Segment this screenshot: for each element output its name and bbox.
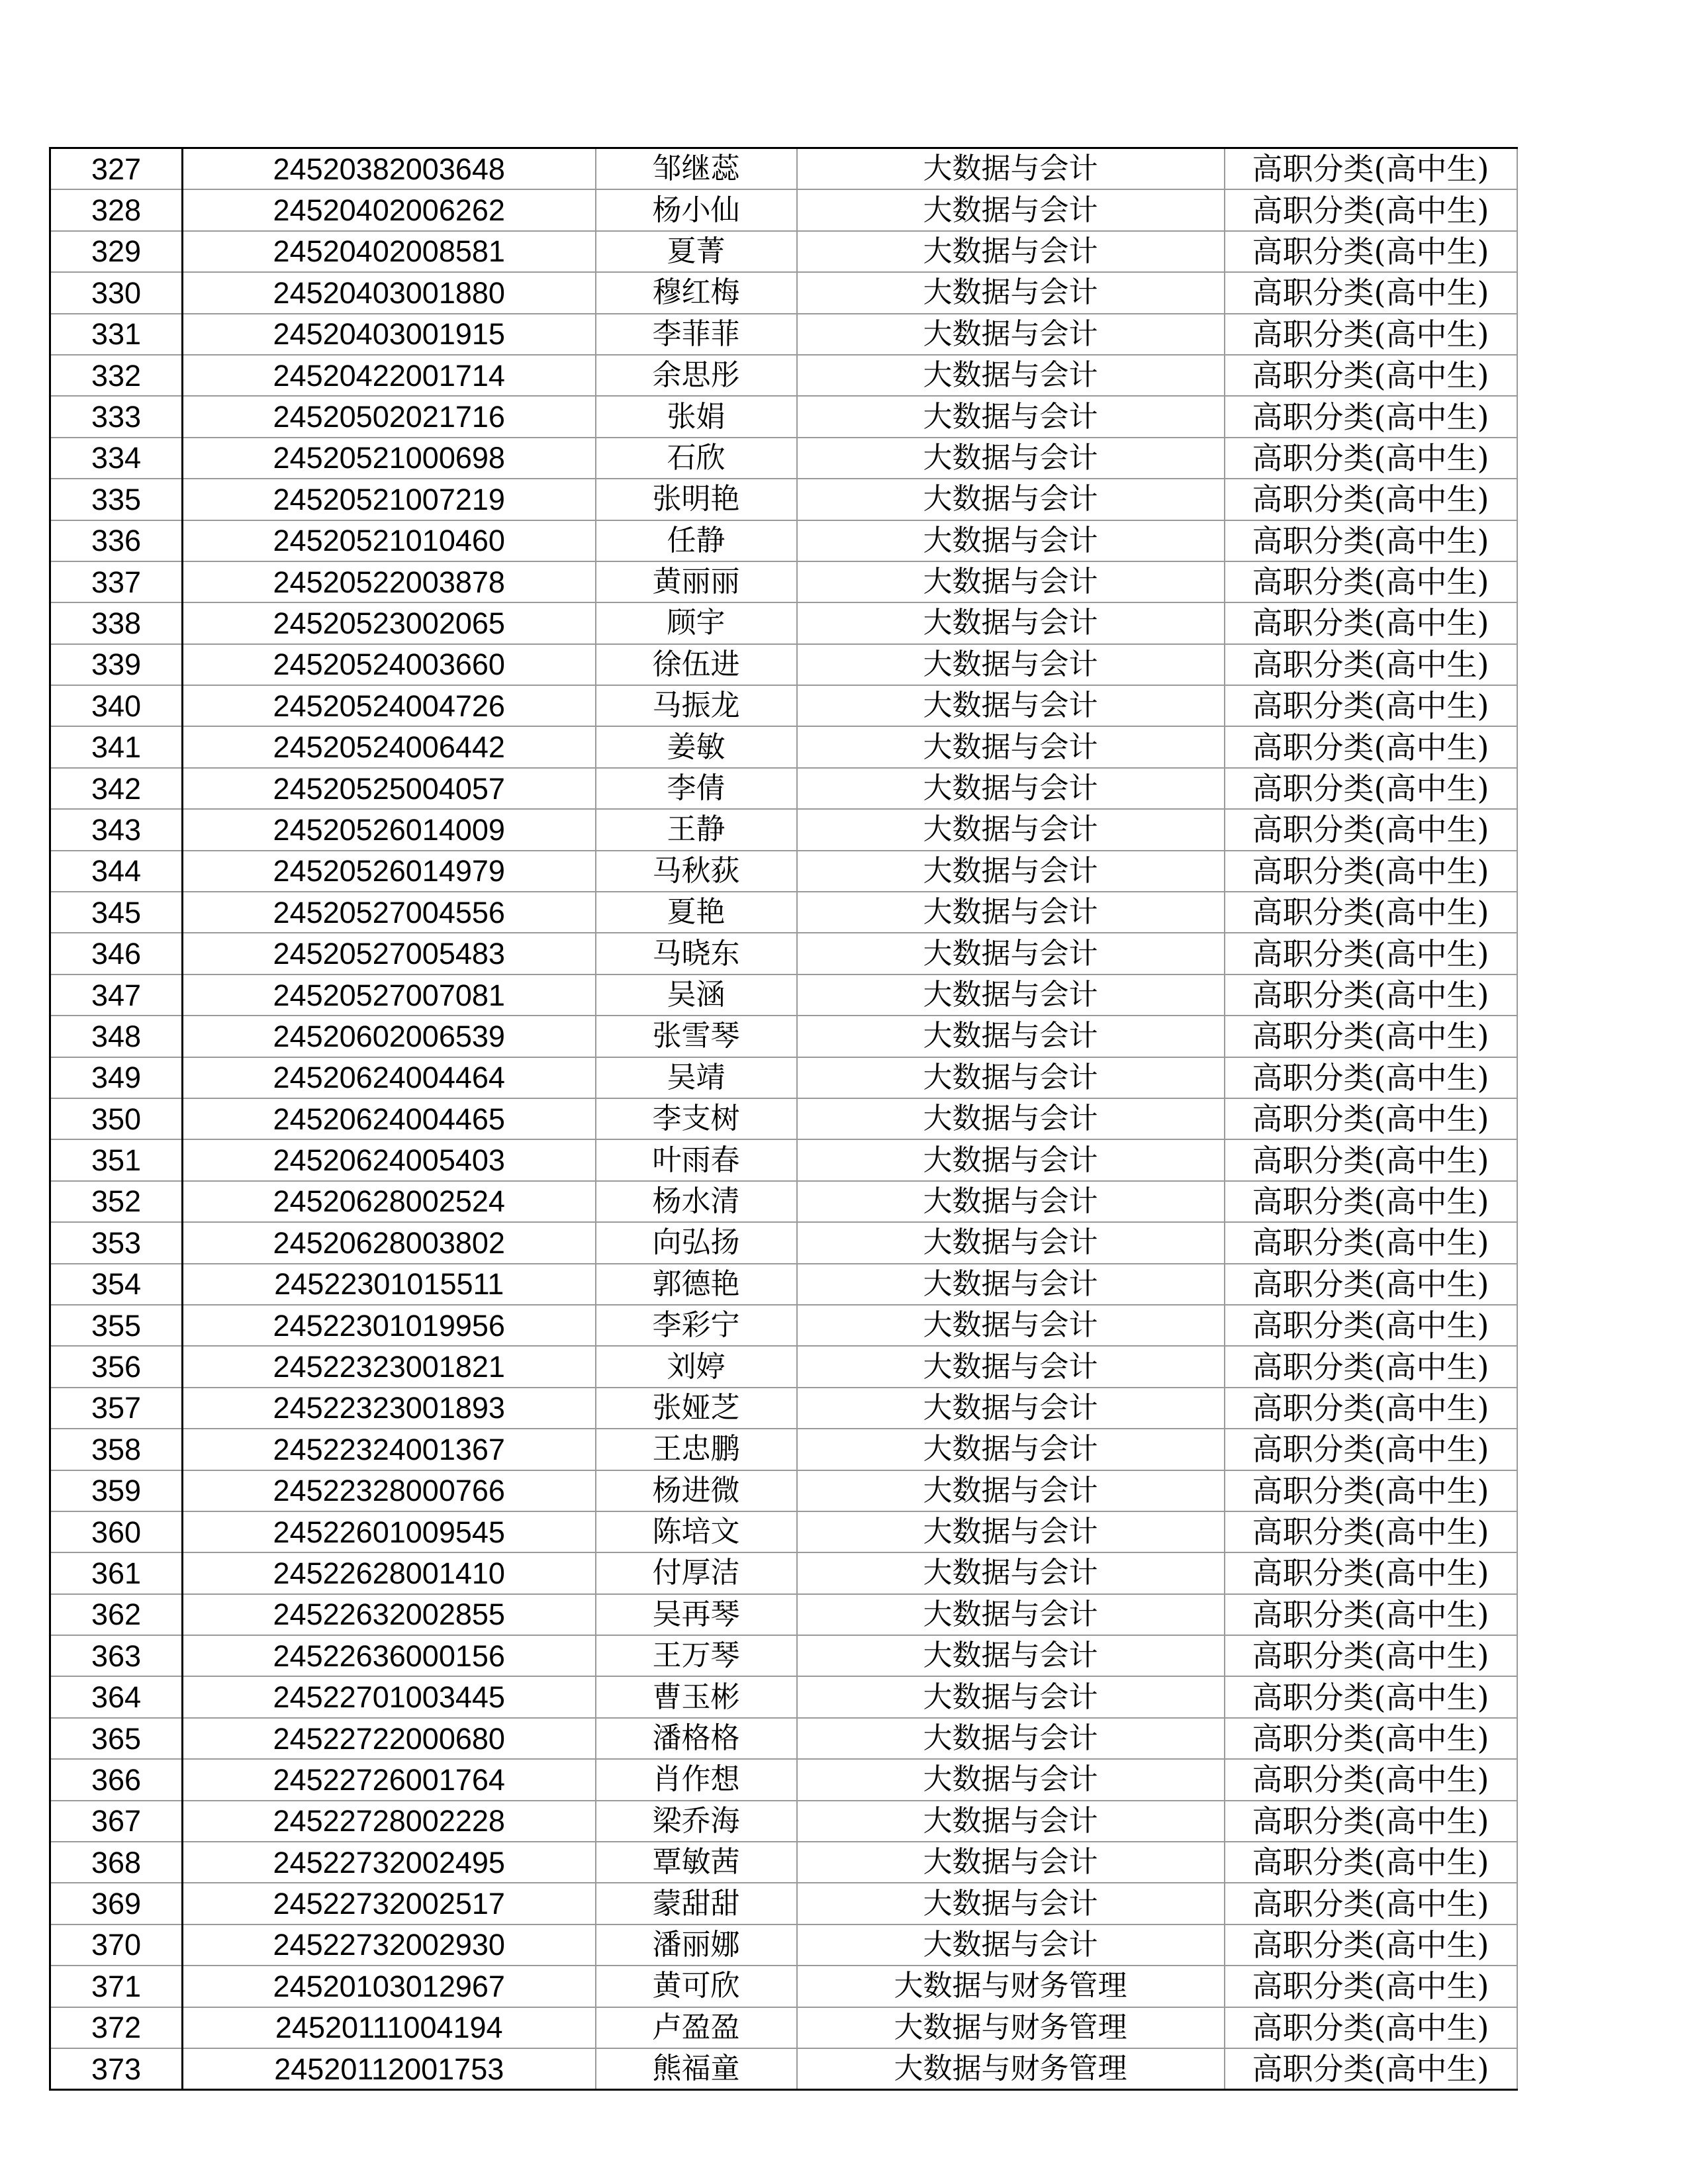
admission-type-cell: 高职分类(高中生) bbox=[1225, 726, 1517, 767]
admission-table bbox=[49, 147, 1518, 2091]
candidate-id-cell: 24520525004057 bbox=[183, 768, 596, 809]
admission-type-cell: 高职分类(高中生) bbox=[1225, 1181, 1517, 1222]
admission-type-cell: 高职分类(高中生) bbox=[1225, 1594, 1517, 1635]
row-number-cell: 339 bbox=[50, 644, 183, 685]
row-number-cell: 343 bbox=[50, 809, 183, 850]
table-row bbox=[50, 1552, 1517, 1593]
major-cell: 大数据与会计 bbox=[797, 1016, 1225, 1057]
admission-type-cell: 高职分类(高中生) bbox=[1225, 355, 1517, 396]
candidate-id-cell: 24520524006442 bbox=[183, 726, 596, 767]
candidate-id-cell: 24522301015511 bbox=[183, 1264, 596, 1305]
row-number-cell: 355 bbox=[50, 1305, 183, 1346]
major-cell: 大数据与会计 bbox=[797, 1676, 1225, 1717]
admission-type-cell: 高职分类(高中生) bbox=[1225, 1346, 1517, 1387]
student-name-cell: 黄丽丽 bbox=[596, 561, 797, 602]
table-row bbox=[50, 272, 1517, 313]
student-name-cell: 马振龙 bbox=[596, 685, 797, 726]
table-row bbox=[50, 685, 1517, 726]
table-row bbox=[50, 768, 1517, 809]
major-cell: 大数据与会计 bbox=[797, 1139, 1225, 1180]
admission-type-cell: 高职分类(高中生) bbox=[1225, 809, 1517, 850]
major-cell: 大数据与会计 bbox=[797, 1057, 1225, 1098]
major-cell: 大数据与会计 bbox=[797, 314, 1225, 355]
student-name-cell: 李倩 bbox=[596, 768, 797, 809]
table-row bbox=[50, 520, 1517, 561]
row-number-cell: 340 bbox=[50, 685, 183, 726]
row-number-cell: 364 bbox=[50, 1676, 183, 1717]
candidate-id-cell: 24522636000156 bbox=[183, 1635, 596, 1676]
major-cell: 大数据与会计 bbox=[797, 1098, 1225, 1139]
student-name-cell: 王静 bbox=[596, 809, 797, 850]
major-cell: 大数据与会计 bbox=[797, 1594, 1225, 1635]
major-cell: 大数据与会计 bbox=[797, 561, 1225, 602]
student-name-cell: 顾宇 bbox=[596, 602, 797, 643]
table-row bbox=[50, 314, 1517, 355]
student-name-cell: 任静 bbox=[596, 520, 797, 561]
major-cell: 大数据与财务管理 bbox=[797, 1966, 1225, 2007]
major-cell: 大数据与会计 bbox=[797, 1222, 1225, 1263]
student-name-cell: 张明艳 bbox=[596, 479, 797, 520]
student-name-cell: 穆红梅 bbox=[596, 272, 797, 313]
admission-type-cell: 高职分类(高中生) bbox=[1225, 1635, 1517, 1676]
row-number-cell: 358 bbox=[50, 1429, 183, 1470]
row-number-cell: 329 bbox=[50, 231, 183, 272]
row-number-cell: 367 bbox=[50, 1801, 183, 1842]
table-row bbox=[50, 1098, 1517, 1139]
row-number-cell: 332 bbox=[50, 355, 183, 396]
student-name-cell: 石欣 bbox=[596, 438, 797, 479]
candidate-id-cell: 24522328000766 bbox=[183, 1470, 596, 1511]
candidate-id-cell: 24520402006262 bbox=[183, 189, 596, 230]
admission-type-cell: 高职分类(高中生) bbox=[1225, 768, 1517, 809]
admission-type-cell: 高职分类(高中生) bbox=[1225, 892, 1517, 933]
major-cell: 大数据与会计 bbox=[797, 1346, 1225, 1387]
row-number-cell: 363 bbox=[50, 1635, 183, 1676]
row-number-cell: 333 bbox=[50, 396, 183, 437]
student-name-cell: 肖作想 bbox=[596, 1759, 797, 1800]
admission-type-cell: 高职分类(高中生) bbox=[1225, 1801, 1517, 1842]
major-cell: 大数据与会计 bbox=[797, 809, 1225, 850]
major-cell: 大数据与会计 bbox=[797, 726, 1225, 767]
student-name-cell: 杨小仙 bbox=[596, 189, 797, 230]
row-number-cell: 342 bbox=[50, 768, 183, 809]
table-row bbox=[50, 1346, 1517, 1387]
candidate-id-cell: 24520628003802 bbox=[183, 1222, 596, 1263]
row-number-cell: 359 bbox=[50, 1470, 183, 1511]
table-row bbox=[50, 1842, 1517, 1883]
row-number-cell: 345 bbox=[50, 892, 183, 933]
table-row bbox=[50, 602, 1517, 643]
major-cell: 大数据与会计 bbox=[797, 1842, 1225, 1883]
row-number-cell: 352 bbox=[50, 1181, 183, 1222]
row-number-cell: 347 bbox=[50, 974, 183, 1016]
major-cell: 大数据与会计 bbox=[797, 189, 1225, 230]
table-row bbox=[50, 189, 1517, 230]
major-cell: 大数据与会计 bbox=[797, 1181, 1225, 1222]
table-row bbox=[50, 148, 1517, 190]
student-name-cell: 郭德艳 bbox=[596, 1264, 797, 1305]
student-name-cell: 张娟 bbox=[596, 396, 797, 437]
row-number-cell: 348 bbox=[50, 1016, 183, 1057]
student-name-cell: 徐伍进 bbox=[596, 644, 797, 685]
major-cell: 大数据与会计 bbox=[797, 438, 1225, 479]
admission-type-cell: 高职分类(高中生) bbox=[1225, 231, 1517, 272]
major-cell: 大数据与会计 bbox=[797, 1924, 1225, 1966]
candidate-id-cell: 24522732002517 bbox=[183, 1883, 596, 1924]
student-name-cell: 夏艳 bbox=[596, 892, 797, 933]
row-number-cell: 361 bbox=[50, 1552, 183, 1593]
major-cell: 大数据与会计 bbox=[797, 1470, 1225, 1511]
major-cell: 大数据与会计 bbox=[797, 685, 1225, 726]
admission-type-cell: 高职分类(高中生) bbox=[1225, 520, 1517, 561]
student-name-cell: 付厚洁 bbox=[596, 1552, 797, 1593]
table-row bbox=[50, 1924, 1517, 1966]
candidate-id-cell: 24520624005403 bbox=[183, 1139, 596, 1180]
row-number-cell: 373 bbox=[50, 2048, 183, 2090]
student-name-cell: 覃敏茜 bbox=[596, 1842, 797, 1883]
candidate-id-cell: 24520403001880 bbox=[183, 272, 596, 313]
student-name-cell: 卢盈盈 bbox=[596, 2007, 797, 2048]
candidate-id-cell: 24522728002228 bbox=[183, 1801, 596, 1842]
major-cell: 大数据与会计 bbox=[797, 148, 1225, 190]
candidate-id-cell: 24522301019956 bbox=[183, 1305, 596, 1346]
row-number-cell: 336 bbox=[50, 520, 183, 561]
major-cell: 大数据与会计 bbox=[797, 272, 1225, 313]
major-cell: 大数据与会计 bbox=[797, 520, 1225, 561]
table-row bbox=[50, 2007, 1517, 2048]
admission-type-cell: 高职分类(高中生) bbox=[1225, 1016, 1517, 1057]
admission-type-cell: 高职分类(高中生) bbox=[1225, 685, 1517, 726]
student-name-cell: 王忠鹏 bbox=[596, 1429, 797, 1470]
admission-type-cell: 高职分类(高中生) bbox=[1225, 396, 1517, 437]
admission-type-cell: 高职分类(高中生) bbox=[1225, 1098, 1517, 1139]
table-row bbox=[50, 438, 1517, 479]
table-row bbox=[50, 1511, 1517, 1552]
candidate-id-cell: 24522726001764 bbox=[183, 1759, 596, 1800]
row-number-cell: 338 bbox=[50, 602, 183, 643]
admission-type-cell: 高职分类(高中生) bbox=[1225, 1511, 1517, 1552]
row-number-cell: 350 bbox=[50, 1098, 183, 1139]
row-number-cell: 357 bbox=[50, 1388, 183, 1429]
table-row bbox=[50, 1057, 1517, 1098]
student-name-cell: 夏菁 bbox=[596, 231, 797, 272]
table-row bbox=[50, 1139, 1517, 1180]
row-number-cell: 365 bbox=[50, 1718, 183, 1759]
row-number-cell: 362 bbox=[50, 1594, 183, 1635]
candidate-id-cell: 24522628001410 bbox=[183, 1552, 596, 1593]
student-name-cell: 吴涵 bbox=[596, 974, 797, 1016]
admission-type-cell: 高职分类(高中生) bbox=[1225, 933, 1517, 974]
admission-type-cell: 高职分类(高中生) bbox=[1225, 189, 1517, 230]
candidate-id-cell: 24520524003660 bbox=[183, 644, 596, 685]
admission-type-cell: 高职分类(高中生) bbox=[1225, 314, 1517, 355]
table-row bbox=[50, 1966, 1517, 2007]
row-number-cell: 337 bbox=[50, 561, 183, 602]
student-name-cell: 邹继蕊 bbox=[596, 148, 797, 190]
candidate-id-cell: 24522323001821 bbox=[183, 1346, 596, 1387]
candidate-id-cell: 24520624004465 bbox=[183, 1098, 596, 1139]
candidate-id-cell: 24520526014979 bbox=[183, 851, 596, 892]
major-cell: 大数据与会计 bbox=[797, 644, 1225, 685]
major-cell: 大数据与会计 bbox=[797, 851, 1225, 892]
admission-type-cell: 高职分类(高中生) bbox=[1225, 644, 1517, 685]
admission-type-cell: 高职分类(高中生) bbox=[1225, 974, 1517, 1016]
row-number-cell: 366 bbox=[50, 1759, 183, 1800]
candidate-id-cell: 24520521010460 bbox=[183, 520, 596, 561]
candidate-id-cell: 24522732002930 bbox=[183, 1924, 596, 1966]
row-number-cell: 335 bbox=[50, 479, 183, 520]
admission-type-cell: 高职分类(高中生) bbox=[1225, 272, 1517, 313]
table-row bbox=[50, 355, 1517, 396]
major-cell: 大数据与会计 bbox=[797, 1388, 1225, 1429]
admission-type-cell: 高职分类(高中生) bbox=[1225, 1842, 1517, 1883]
table-row bbox=[50, 809, 1517, 850]
candidate-id-cell: 24520111004194 bbox=[183, 2007, 596, 2048]
row-number-cell: 328 bbox=[50, 189, 183, 230]
student-name-cell: 吴靖 bbox=[596, 1057, 797, 1098]
major-cell: 大数据与会计 bbox=[797, 1305, 1225, 1346]
student-name-cell: 叶雨春 bbox=[596, 1139, 797, 1180]
major-cell: 大数据与会计 bbox=[797, 396, 1225, 437]
major-cell: 大数据与会计 bbox=[797, 1801, 1225, 1842]
student-name-cell: 熊福童 bbox=[596, 2048, 797, 2090]
row-number-cell: 341 bbox=[50, 726, 183, 767]
table-row bbox=[50, 2048, 1517, 2090]
table-row bbox=[50, 1718, 1517, 1759]
admission-list-sheet bbox=[49, 147, 1516, 2091]
table-row bbox=[50, 1594, 1517, 1635]
candidate-id-cell: 24522323001893 bbox=[183, 1388, 596, 1429]
candidate-id-cell: 24520527007081 bbox=[183, 974, 596, 1016]
student-name-cell: 马晓东 bbox=[596, 933, 797, 974]
table-row bbox=[50, 231, 1517, 272]
table-row bbox=[50, 644, 1517, 685]
candidate-id-cell: 24522324001367 bbox=[183, 1429, 596, 1470]
candidate-id-cell: 24520602006539 bbox=[183, 1016, 596, 1057]
major-cell: 大数据与会计 bbox=[797, 933, 1225, 974]
major-cell: 大数据与会计 bbox=[797, 1759, 1225, 1800]
table-row bbox=[50, 1222, 1517, 1263]
table-row bbox=[50, 479, 1517, 520]
table-row bbox=[50, 1635, 1517, 1676]
candidate-id-cell: 24520526014009 bbox=[183, 809, 596, 850]
table-row bbox=[50, 892, 1517, 933]
row-number-cell: 327 bbox=[50, 148, 183, 190]
student-name-cell: 陈培文 bbox=[596, 1511, 797, 1552]
candidate-id-cell: 24520523002065 bbox=[183, 602, 596, 643]
student-name-cell: 曹玉彬 bbox=[596, 1676, 797, 1717]
admission-type-cell: 高职分类(高中生) bbox=[1225, 1676, 1517, 1717]
major-cell: 大数据与会计 bbox=[797, 1718, 1225, 1759]
admission-type-cell: 高职分类(高中生) bbox=[1225, 1759, 1517, 1800]
table-row bbox=[50, 1883, 1517, 1924]
candidate-id-cell: 24520103012967 bbox=[183, 1966, 596, 2007]
major-cell: 大数据与会计 bbox=[797, 1552, 1225, 1593]
student-name-cell: 黄可欣 bbox=[596, 1966, 797, 2007]
row-number-cell: 370 bbox=[50, 1924, 183, 1966]
admission-type-cell: 高职分类(高中生) bbox=[1225, 1883, 1517, 1924]
table-row bbox=[50, 851, 1517, 892]
student-name-cell: 蒙甜甜 bbox=[596, 1883, 797, 1924]
row-number-cell: 356 bbox=[50, 1346, 183, 1387]
row-number-cell: 334 bbox=[50, 438, 183, 479]
major-cell: 大数据与会计 bbox=[797, 355, 1225, 396]
row-number-cell: 346 bbox=[50, 933, 183, 974]
student-name-cell: 梁乔海 bbox=[596, 1801, 797, 1842]
candidate-id-cell: 24520628002524 bbox=[183, 1181, 596, 1222]
admission-type-cell: 高职分类(高中生) bbox=[1225, 1429, 1517, 1470]
admission-type-cell: 高职分类(高中生) bbox=[1225, 1057, 1517, 1098]
student-name-cell: 张雪琴 bbox=[596, 1016, 797, 1057]
candidate-id-cell: 24520422001714 bbox=[183, 355, 596, 396]
row-number-cell: 351 bbox=[50, 1139, 183, 1180]
major-cell: 大数据与会计 bbox=[797, 1883, 1225, 1924]
major-cell: 大数据与会计 bbox=[797, 974, 1225, 1016]
admission-type-cell: 高职分类(高中生) bbox=[1225, 1264, 1517, 1305]
table-row bbox=[50, 1759, 1517, 1800]
candidate-id-cell: 24522732002495 bbox=[183, 1842, 596, 1883]
admission-type-cell: 高职分类(高中生) bbox=[1225, 561, 1517, 602]
candidate-id-cell: 24520522003878 bbox=[183, 561, 596, 602]
major-cell: 大数据与会计 bbox=[797, 479, 1225, 520]
admission-type-cell: 高职分类(高中生) bbox=[1225, 148, 1517, 190]
admission-type-cell: 高职分类(高中生) bbox=[1225, 2048, 1517, 2090]
candidate-id-cell: 24520112001753 bbox=[183, 2048, 596, 2090]
student-name-cell: 杨水清 bbox=[596, 1181, 797, 1222]
row-number-cell: 372 bbox=[50, 2007, 183, 2048]
row-number-cell: 344 bbox=[50, 851, 183, 892]
table-row bbox=[50, 1388, 1517, 1429]
row-number-cell: 368 bbox=[50, 1842, 183, 1883]
admission-type-cell: 高职分类(高中生) bbox=[1225, 1552, 1517, 1593]
student-name-cell: 马秋荻 bbox=[596, 851, 797, 892]
candidate-id-cell: 24520382003648 bbox=[183, 148, 596, 190]
major-cell: 大数据与会计 bbox=[797, 1429, 1225, 1470]
table-row bbox=[50, 1801, 1517, 1842]
student-name-cell: 杨进微 bbox=[596, 1470, 797, 1511]
candidate-id-cell: 24520402008581 bbox=[183, 231, 596, 272]
major-cell: 大数据与会计 bbox=[797, 1635, 1225, 1676]
student-name-cell: 李彩宁 bbox=[596, 1305, 797, 1346]
candidate-id-cell: 24520524004726 bbox=[183, 685, 596, 726]
admission-type-cell: 高职分类(高中生) bbox=[1225, 2007, 1517, 2048]
admission-type-cell: 高职分类(高中生) bbox=[1225, 1388, 1517, 1429]
admission-type-cell: 高职分类(高中生) bbox=[1225, 438, 1517, 479]
table-row bbox=[50, 933, 1517, 974]
table-row bbox=[50, 396, 1517, 437]
row-number-cell: 349 bbox=[50, 1057, 183, 1098]
table-row bbox=[50, 1181, 1517, 1222]
major-cell: 大数据与会计 bbox=[797, 1511, 1225, 1552]
admission-type-cell: 高职分类(高中生) bbox=[1225, 1470, 1517, 1511]
table-row bbox=[50, 1676, 1517, 1717]
row-number-cell: 369 bbox=[50, 1883, 183, 1924]
candidate-id-cell: 24520521000698 bbox=[183, 438, 596, 479]
major-cell: 大数据与会计 bbox=[797, 231, 1225, 272]
student-name-cell: 王万琴 bbox=[596, 1635, 797, 1676]
admission-type-cell: 高职分类(高中生) bbox=[1225, 1966, 1517, 2007]
major-cell: 大数据与财务管理 bbox=[797, 2007, 1225, 2048]
student-name-cell: 张娅芝 bbox=[596, 1388, 797, 1429]
admission-type-cell: 高职分类(高中生) bbox=[1225, 1718, 1517, 1759]
major-cell: 大数据与会计 bbox=[797, 892, 1225, 933]
major-cell: 大数据与会计 bbox=[797, 602, 1225, 643]
row-number-cell: 331 bbox=[50, 314, 183, 355]
candidate-id-cell: 24520403001915 bbox=[183, 314, 596, 355]
candidate-id-cell: 24520502021716 bbox=[183, 396, 596, 437]
candidate-id-cell: 24522701003445 bbox=[183, 1676, 596, 1717]
student-name-cell: 吴再琴 bbox=[596, 1594, 797, 1635]
table-row bbox=[50, 726, 1517, 767]
student-name-cell: 李菲菲 bbox=[596, 314, 797, 355]
student-name-cell: 刘婷 bbox=[596, 1346, 797, 1387]
table-row bbox=[50, 1305, 1517, 1346]
table-row bbox=[50, 561, 1517, 602]
table-row bbox=[50, 1264, 1517, 1305]
row-number-cell: 360 bbox=[50, 1511, 183, 1552]
candidate-id-cell: 24520527005483 bbox=[183, 933, 596, 974]
table-row bbox=[50, 1470, 1517, 1511]
candidate-id-cell: 24520527004556 bbox=[183, 892, 596, 933]
admission-type-cell: 高职分类(高中生) bbox=[1225, 1139, 1517, 1180]
candidate-id-cell: 24520624004464 bbox=[183, 1057, 596, 1098]
student-name-cell: 潘格格 bbox=[596, 1718, 797, 1759]
table-row bbox=[50, 974, 1517, 1016]
student-name-cell: 姜敏 bbox=[596, 726, 797, 767]
row-number-cell: 354 bbox=[50, 1264, 183, 1305]
admission-type-cell: 高职分类(高中生) bbox=[1225, 602, 1517, 643]
student-name-cell: 向弘扬 bbox=[596, 1222, 797, 1263]
candidate-id-cell: 24522601009545 bbox=[183, 1511, 596, 1552]
major-cell: 大数据与会计 bbox=[797, 1264, 1225, 1305]
row-number-cell: 330 bbox=[50, 272, 183, 313]
admission-type-cell: 高职分类(高中生) bbox=[1225, 1305, 1517, 1346]
admission-type-cell: 高职分类(高中生) bbox=[1225, 479, 1517, 520]
major-cell: 大数据与财务管理 bbox=[797, 2048, 1225, 2090]
candidate-id-cell: 24522632002855 bbox=[183, 1594, 596, 1635]
admission-type-cell: 高职分类(高中生) bbox=[1225, 1924, 1517, 1966]
table-row bbox=[50, 1429, 1517, 1470]
candidate-id-cell: 24520521007219 bbox=[183, 479, 596, 520]
student-name-cell: 余思彤 bbox=[596, 355, 797, 396]
candidate-id-cell: 24522722000680 bbox=[183, 1718, 596, 1759]
admission-type-cell: 高职分类(高中生) bbox=[1225, 851, 1517, 892]
major-cell: 大数据与会计 bbox=[797, 768, 1225, 809]
row-number-cell: 353 bbox=[50, 1222, 183, 1263]
row-number-cell: 371 bbox=[50, 1966, 183, 2007]
table-row bbox=[50, 1016, 1517, 1057]
table-body bbox=[50, 148, 1517, 2090]
student-name-cell: 李支树 bbox=[596, 1098, 797, 1139]
student-name-cell: 潘丽娜 bbox=[596, 1924, 797, 1966]
admission-type-cell: 高职分类(高中生) bbox=[1225, 1222, 1517, 1263]
